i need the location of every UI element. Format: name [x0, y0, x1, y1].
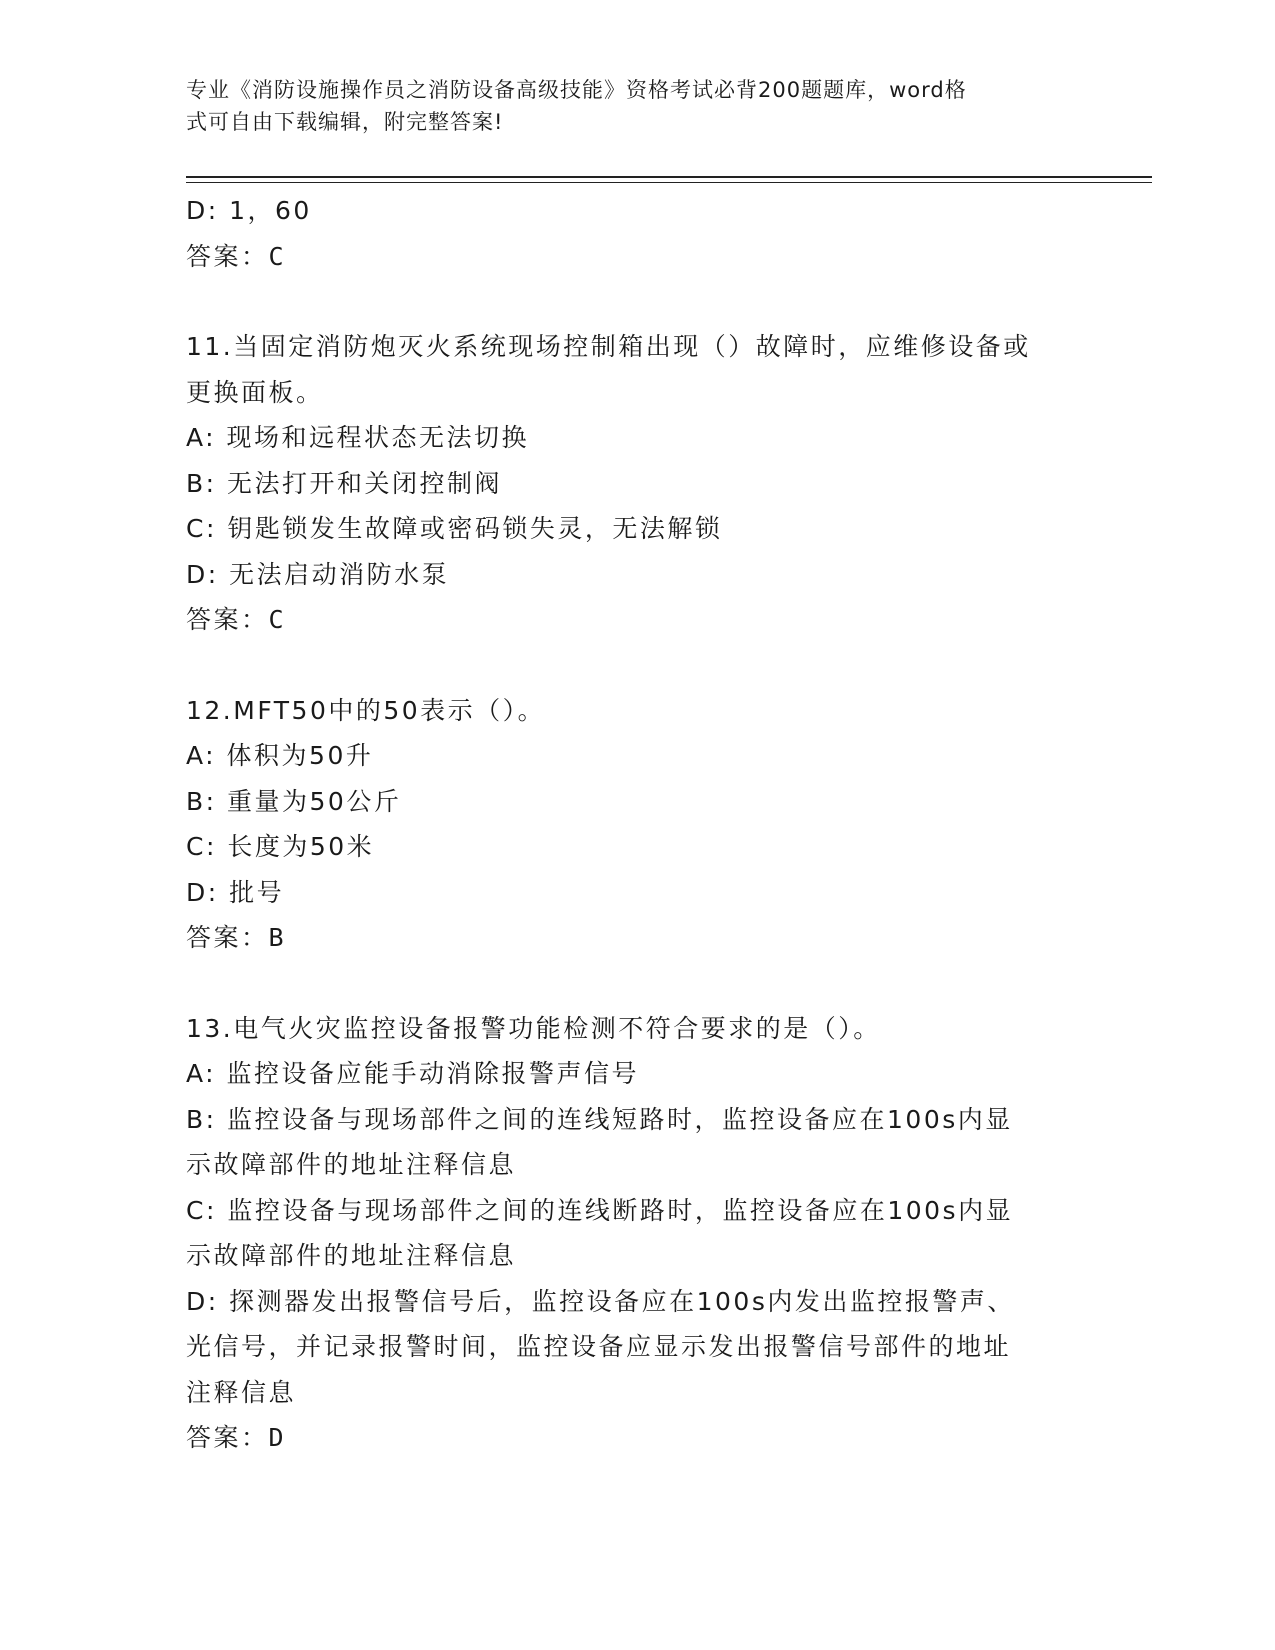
- option-a: A: 监控设备应能手动消除报警声信号: [186, 1059, 640, 1088]
- answer: [186, 1415, 1066, 1461]
- answer-label: 答案：: [186, 241, 269, 271]
- header-divider-thick: [186, 176, 1152, 178]
- question-content: [186, 188, 1066, 1461]
- answer-value: B: [268, 923, 287, 952]
- answer-label: 答案：: [186, 1423, 269, 1452]
- answer-label: 答案：: [186, 923, 269, 952]
- option-c: C: 钥匙锁发生故障或密码锁失灵，无法解锁: [186, 514, 723, 543]
- spacer: [186, 643, 1066, 688]
- answer-value: C: [268, 241, 287, 271]
- option-b: B: 重量为50公斤: [186, 786, 402, 816]
- header-line-1: 专业《消防设施操作员之消防设备高级技能》资格考试必背200题题库，word格: [186, 78, 967, 102]
- question-stem: 11.当固定消防炮灭火系统现场控制箱出现（）故障时，应维修设备或: [186, 332, 1031, 361]
- spacer: [186, 961, 1066, 1006]
- answer-value: C: [268, 605, 287, 634]
- question-stem: 12.MFT50中的50表示（）。: [186, 695, 546, 725]
- question-12: [186, 688, 1066, 961]
- option-d: D: 探测器发出报警信号后，监控设备应在100s内发出监控报警声、: [186, 1286, 1015, 1316]
- option-d: D: 批号: [186, 877, 285, 907]
- question-13: [186, 1006, 1066, 1461]
- question-stem-continued: 更换面板。: [186, 377, 324, 407]
- page-header: [186, 74, 1066, 138]
- option-b: B: 无法打开和关闭控制阀: [186, 468, 503, 498]
- answer-label: 答案：: [186, 605, 269, 634]
- prev-answer: [186, 234, 1066, 280]
- option-d: D: 无法启动消防水泵: [186, 559, 450, 589]
- option-a: A: 现场和远程状态无法切换: [186, 423, 530, 452]
- option-d-continued: 光信号，并记录报警时间，监控设备应显示发出报警信号部件的地址: [186, 1332, 1012, 1361]
- question-11: [186, 324, 1066, 643]
- option-a: A: 体积为50升: [186, 741, 374, 770]
- header-line-2: 式可自由下载编辑，附完整答案!: [186, 110, 504, 134]
- answer: [186, 915, 1066, 961]
- spacer: [186, 279, 1066, 324]
- option-d-continued-2: 注释信息: [186, 1377, 297, 1407]
- header-divider-thin: [186, 182, 1152, 183]
- option-c: C: 长度为50米: [186, 832, 375, 861]
- question-stem: 13.电气火灾监控设备报警功能检测不符合要求的是（）。: [186, 1013, 881, 1043]
- answer-value: D: [268, 1423, 287, 1452]
- prev-option-d: D: 1，60: [186, 196, 312, 225]
- option-b-continued: 示故障部件的地址注释信息: [186, 1150, 517, 1179]
- option-c: C: 监控设备与现场部件之间的连线断路时，监控设备应在100s内显: [186, 1195, 1014, 1225]
- option-c-continued: 示故障部件的地址注释信息: [186, 1241, 517, 1270]
- answer: [186, 597, 1066, 643]
- option-b: B: 监控设备与现场部件之间的连线短路时，监控设备应在100s内显: [186, 1104, 1013, 1134]
